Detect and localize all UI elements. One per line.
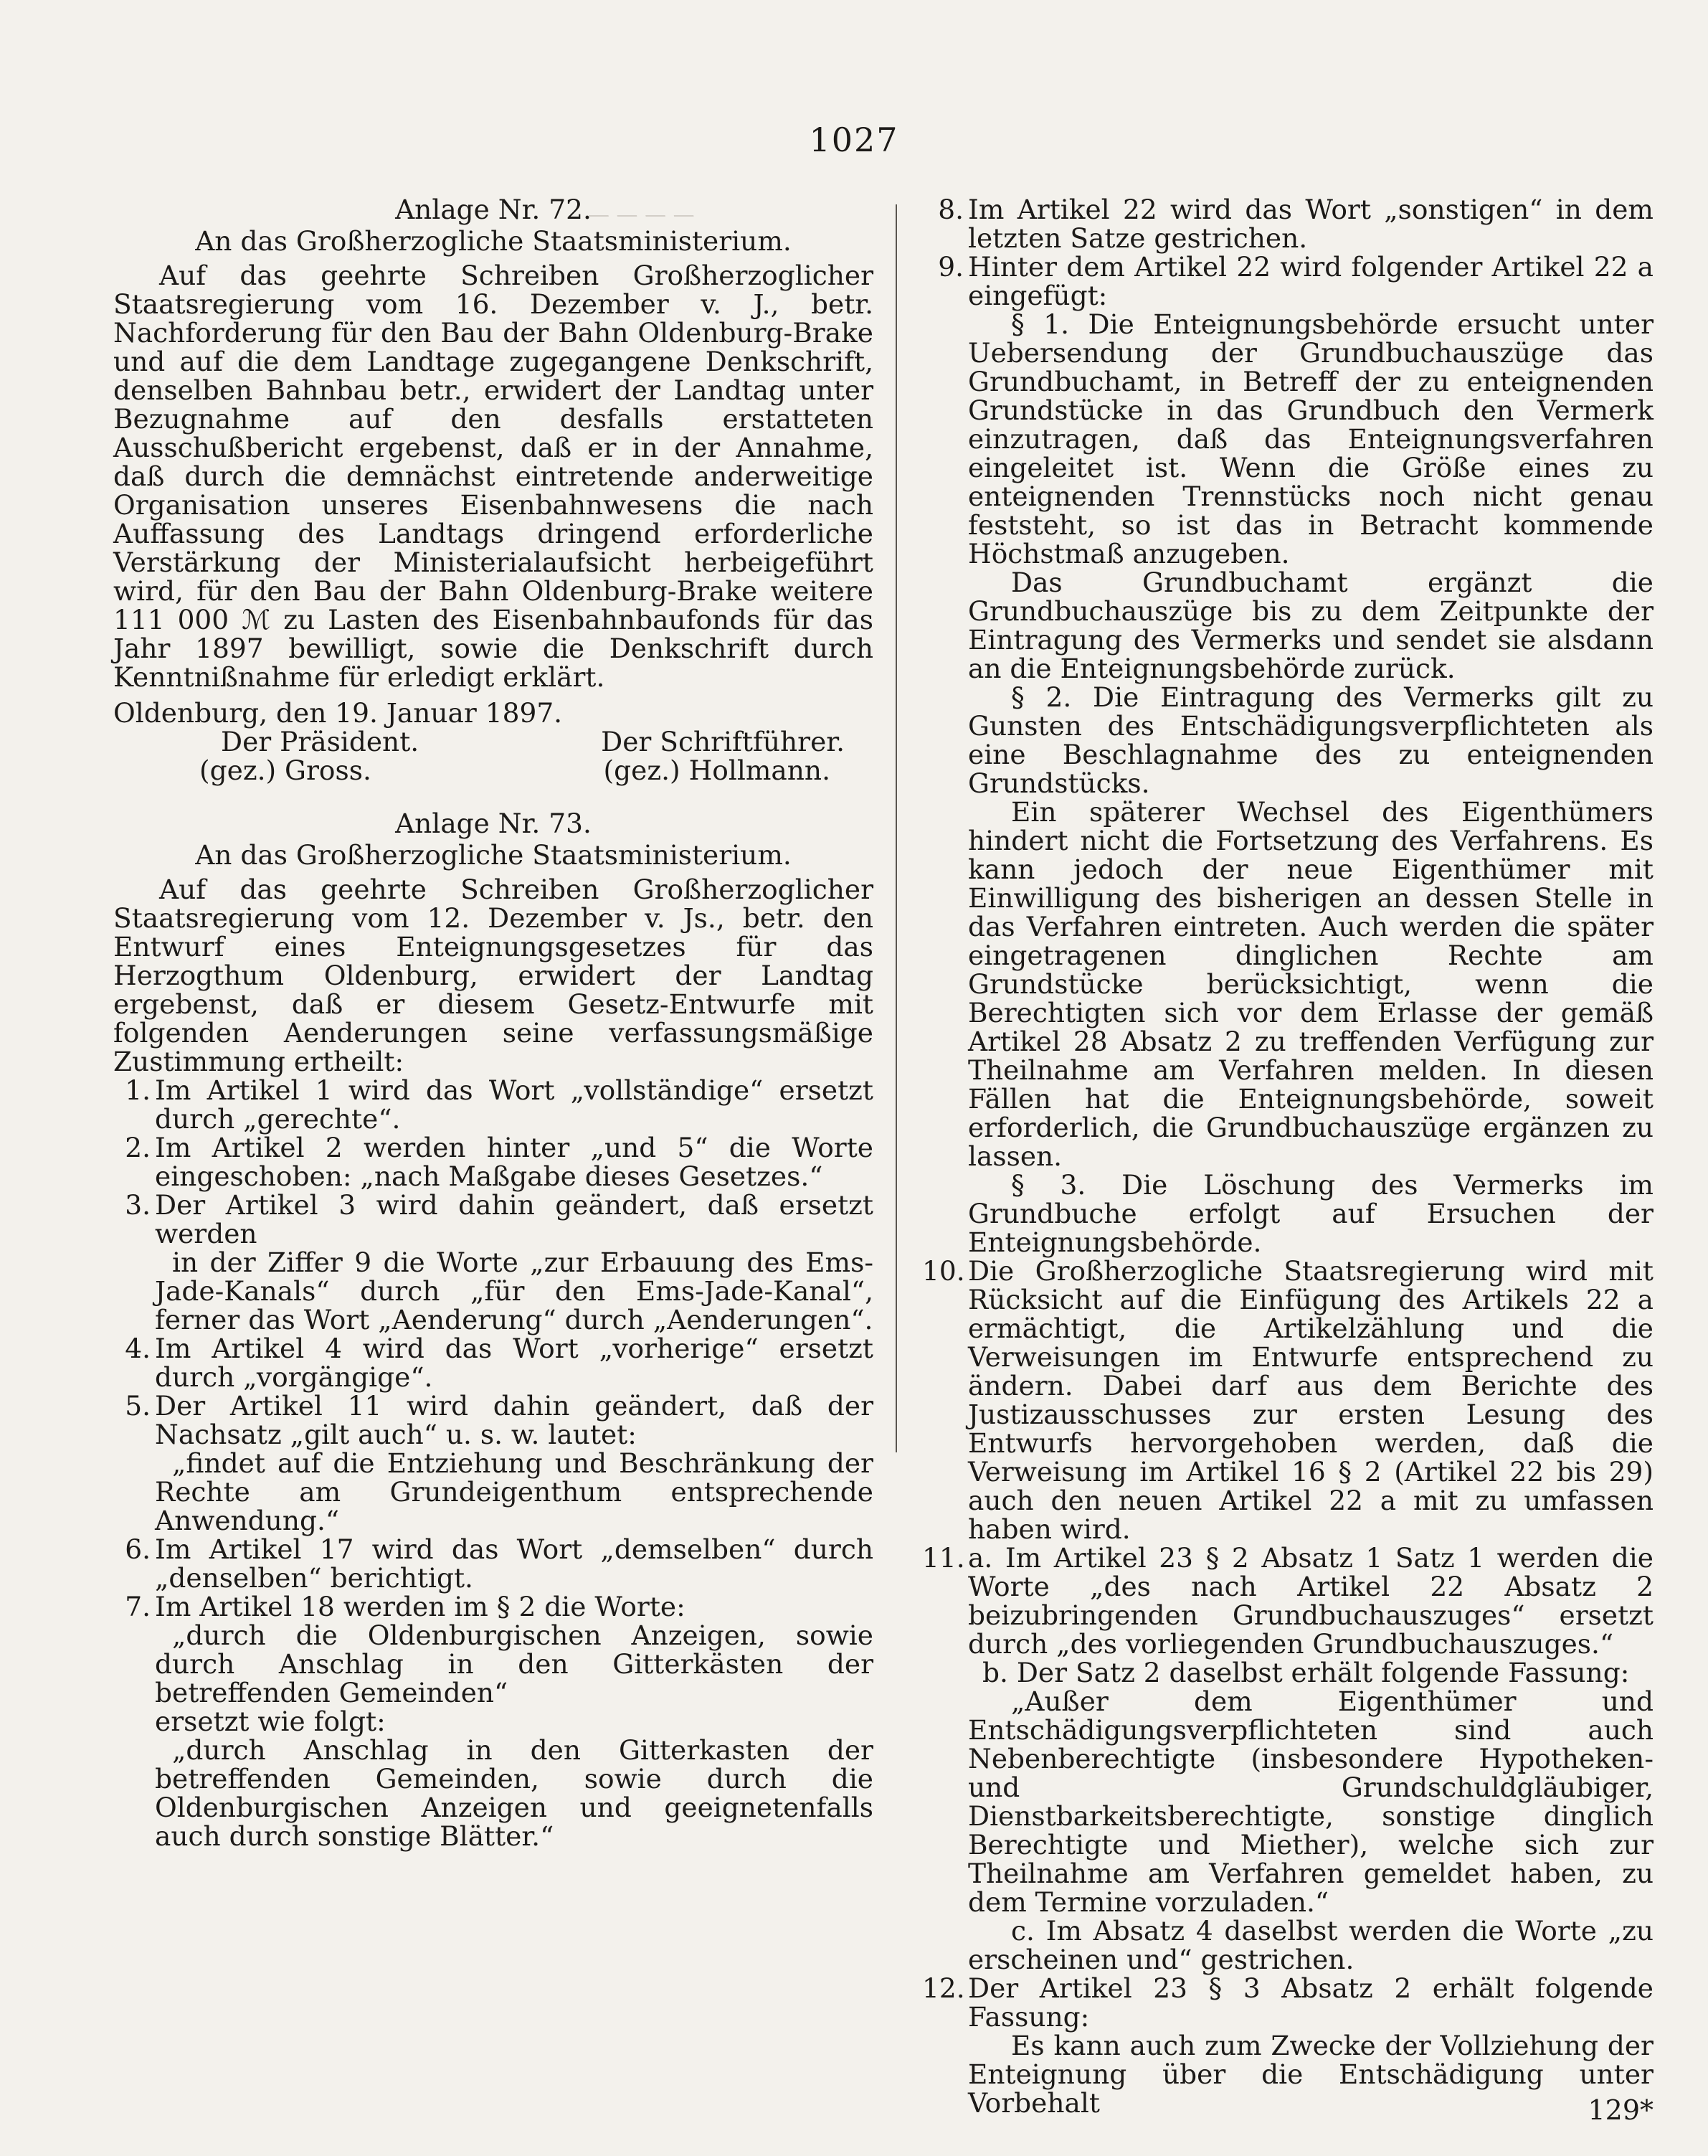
- left-column: [113, 195, 873, 1850]
- item-number: 11.: [922, 1542, 965, 1574]
- item-text: Der Artikel 3 wird dahin geändert, daß ersetzt werden: [155, 1189, 873, 1249]
- anlage-72-body: Auf das geehrte Schreiben Großherzoglicher Staatsregierung vom 16. Dezember v. J., betr. Nachforderung für den Bau der Bahn Oldenburg-Brake und auf die dem Landtage zugegangene Denkschrift, denselben Bahnbau betr., erwidert der Landtag unter Bezugnahme auf den desfalls erstatteten Ausschußbericht ergebenst, daß er in der Annahme, daß durch die demnächst eintretende anderweitige Organisation unseres Eisenbahnwesens die nach Auffassung des Landtags dringend erforderliche Verstärkung der Ministerialaufsicht herbeigeführt wird, für den Bau der Bahn Oldenburg-Brake weitere 111 000 ℳ zu Lasten des Eisenbahnbaufonds für das Jahr 1897 bewilligt, sowie die Denkschrift durch Kenntnißnahme für erledigt erklärt.: [113, 260, 873, 693]
- list-item: [113, 1391, 873, 1449]
- list-item: [113, 1191, 873, 1248]
- item-number: 7.: [125, 1591, 151, 1622]
- item-number: 12.: [922, 1972, 965, 2004]
- item-7-quote-old: „durch die Oldenburgischen Anzeigen, sowie durch Anschlag in den Gitterkästen der betreffenden Gemeinden“: [155, 1620, 873, 1708]
- item-text: Hinter dem Artikel 22 wird folgender Artikel 22 a eingefügt:: [968, 251, 1654, 311]
- item-7-replaced-label: ersetzt wie folgt:: [155, 1706, 386, 1737]
- item-number: 4.: [125, 1333, 151, 1364]
- item-text: Im Artikel 22 wird das Wort „sonstigen“ in dem letzten Satze gestrichen.: [968, 194, 1654, 254]
- item-text: Der Artikel 23 § 3 Absatz 2 erhält folgende Fassung:: [968, 1972, 1654, 2033]
- anlage-72-addressee: An das Großherzogliche Staatsministerium.: [195, 225, 792, 257]
- anlage-73-addressee: An das Großherzogliche Staatsministerium.: [195, 839, 792, 871]
- item-text: a. Im Artikel 23 § 2 Absatz 1 Satz 1 werden die Worte „des nach Artikel 22 Absatz 2 beizubringenden Grundbuchauszuges“ ersetzt durch „des vorliegenden Grundbuchauszuges.“: [968, 1542, 1654, 1660]
- item-number: 8.: [938, 194, 964, 225]
- item-5-quote: „findet auf die Entziehung und Beschränkung der Rechte am Grundeigenthum entsprechende Anwendung.“: [155, 1447, 873, 1536]
- article-22a-paragraph-3: § 2. Die Eintragung des Vermerks gilt zu Gunsten des Entschädigungsverpflichteten als eine Beschlagnahme des zu enteignenden Grundstücks.: [968, 681, 1654, 799]
- list-item: [113, 1076, 873, 1133]
- signature-names: [113, 756, 873, 785]
- item-number: 2.: [125, 1132, 151, 1163]
- anlage-73-heading: Anlage Nr. 73.: [395, 808, 592, 839]
- list-item: [922, 1543, 1654, 1658]
- anlage-72-place-date: Oldenburg, den 19. Januar 1897.: [113, 697, 563, 729]
- anlage-73-body: Auf das geehrte Schreiben Großherzoglicher Staatsregierung vom 12. Dezember v. Js., betr. den Entwurf eines Enteignungsgesetzes für das Herzogthum Oldenburg, erwidert der Landtag ergebenst, daß er diesem Gesetz-Entwurfe mit folgenden Aenderungen seine verfassungsmäßige Zustimmung ertheilt:: [113, 874, 873, 1077]
- item-text: Der Artikel 11 wird dahin geändert, daß der Nachsatz „gilt auch“ u. s. w. lautet:: [155, 1390, 873, 1450]
- item-number: 10.: [922, 1255, 965, 1287]
- item-11b: b. Der Satz 2 daselbst erhält folgende Fassung:: [982, 1657, 1630, 1688]
- signature-titles: [113, 727, 873, 756]
- list-item: [113, 1592, 873, 1621]
- item-number: 9.: [938, 251, 964, 283]
- item-12-quote: Es kann auch zum Zwecke der Vollziehung der Enteignung über die Entschädigung unter Vorbehalt: [968, 2030, 1654, 2119]
- secretary-title: Der Schriftführer.: [601, 726, 845, 757]
- item-text: Die Großherzogliche Staatsregierung wird mit Rücksicht auf die Einfügung des Artikels 22 a ermächtigt, die Artikelzählung und die Verweisungen im Entwurfe entsprechend zu ändern. Dabei darf aus dem Berichte des Justizausschusses zur ersten Lesung des Entwurfs hervorgehoben werden, daß die Verweisung im Artikel 16 § 2 (Artikel 22 bis 29) auch den neuen Artikel 22 a mit zu umfassen haben wird.: [968, 1255, 1654, 1545]
- list-item: [113, 1334, 873, 1391]
- right-column: [922, 195, 1654, 2117]
- item-11c: c. Im Absatz 4 daselbst werden die Worte „zu erscheinen und“ gestrichen.: [968, 1915, 1654, 1975]
- item-number: 5.: [125, 1390, 151, 1422]
- item-7-quote-new: „durch Anschlag in den Gitterkasten der betreffenden Gemeinden, sowie durch die Oldenburgischen Anzeigen und geeignetenfalls auch durch sonstige Blätter.“: [155, 1734, 873, 1852]
- item-3-detail: in der Ziffer 9 die Worte „zur Erbauung des Ems-Jade-Kanals“ durch „für den Ems-Jade-Kanal“, ferner das Wort „Aenderung“ durch „Aenderungen“.: [155, 1247, 873, 1335]
- article-22a-paragraph-5: § 3. Die Löschung des Vermerks im Grundbuche erfolgt auf Ersuchen der Enteignungsbehörde.: [968, 1169, 1654, 1258]
- list-item: [922, 252, 1654, 310]
- anlage-72-heading: Anlage Nr. 72.: [395, 194, 592, 225]
- secretary-name: (gez.) Hollmann.: [603, 755, 830, 786]
- list-item: [113, 1535, 873, 1592]
- item-text: Im Artikel 1 wird das Wort „vollständige“ ersetzt durch „gerechte“.: [155, 1074, 873, 1135]
- article-22a-paragraph-1: § 1. Die Enteignungsbehörde ersucht unter Uebersendung der Grundbuchauszüge das Grundbuchamt, in Betreff der zu enteignenden Grundstücke in das Grundbuch den Vermerk einzutragen, daß das Enteignungsverfahren eingeleitet ist. Wenn die Größe eines zu enteignenden Trennstücks noch nicht genau feststeht, so ist das in Betracht kommende Höchstmaß anzugeben.: [968, 308, 1654, 569]
- page-number: 1027: [809, 120, 899, 159]
- article-22a-paragraph-4: Ein späterer Wechsel des Eigenthümers hindert nicht die Fortsetzung des Verfahrens. Es kann jedoch der neue Eigenthümer mit Einwilligung des bisherigen an dessen Stelle in das Verfahren eintreten. Auch werden die später eingetragenen dinglichen Rechte am Grundstücke berücksichtigt, wenn die Berechtigten sich vor dem Erlasse der gemäß Artikel 28 Absatz 2 zu treffenden Verfügung zur Theilnahme am Verfahren melden. In diesen Fällen hat die Enteignungsbehörde, soweit erforderlich, die Grundbuchauszüge ergänzen zu lassen.: [968, 796, 1654, 1172]
- article-22a-paragraph-2: Das Grundbuchamt ergänzt die Grundbuchauszüge bis zu dem Zeitpunkte der Eintragung des Vermerks und sendet sie alsdann an die Enteignungsbehörde zurück.: [968, 567, 1654, 684]
- item-text: Im Artikel 2 werden hinter „und 5“ die Worte eingeschoben: „nach Maßgabe dieses Gesetzes.“: [155, 1132, 873, 1192]
- bleed-through-text: — — — —: [588, 202, 695, 227]
- president-name: (gez.) Gross.: [199, 755, 371, 786]
- item-text: Im Artikel 4 wird das Wort „vorherige“ ersetzt durch „vorgängige“.: [155, 1333, 873, 1393]
- item-number: 1.: [125, 1074, 151, 1106]
- sheet-signature: 129*: [1588, 2094, 1654, 2126]
- item-text: Im Artikel 18 werden im § 2 die Worte:: [155, 1591, 685, 1622]
- list-item: [922, 1257, 1654, 1543]
- item-number: 3.: [125, 1189, 151, 1221]
- column-divider: [896, 204, 897, 1452]
- item-11b-quote: „Außer dem Eigenthümer und Entschädigungsverpflichteten sind auch Nebenberechtigte (insbesondere Hypotheken- und Grundschuldgläubiger, Dienstbarkeitsberechtigte, sonstige dinglich Berechtigte und Miether), welche sich zur Theilnahme am Verfahren gemeldet haben, zu dem Termine vorzuladen.“: [968, 1685, 1654, 1918]
- list-item: [922, 195, 1654, 252]
- president-title: Der Präsident.: [221, 726, 419, 757]
- list-item: [922, 1974, 1654, 2031]
- item-number: 6.: [125, 1533, 151, 1565]
- list-item: [113, 1133, 873, 1191]
- item-text: Im Artikel 17 wird das Wort „demselben“ durch „denselben“ berichtigt.: [155, 1533, 873, 1594]
